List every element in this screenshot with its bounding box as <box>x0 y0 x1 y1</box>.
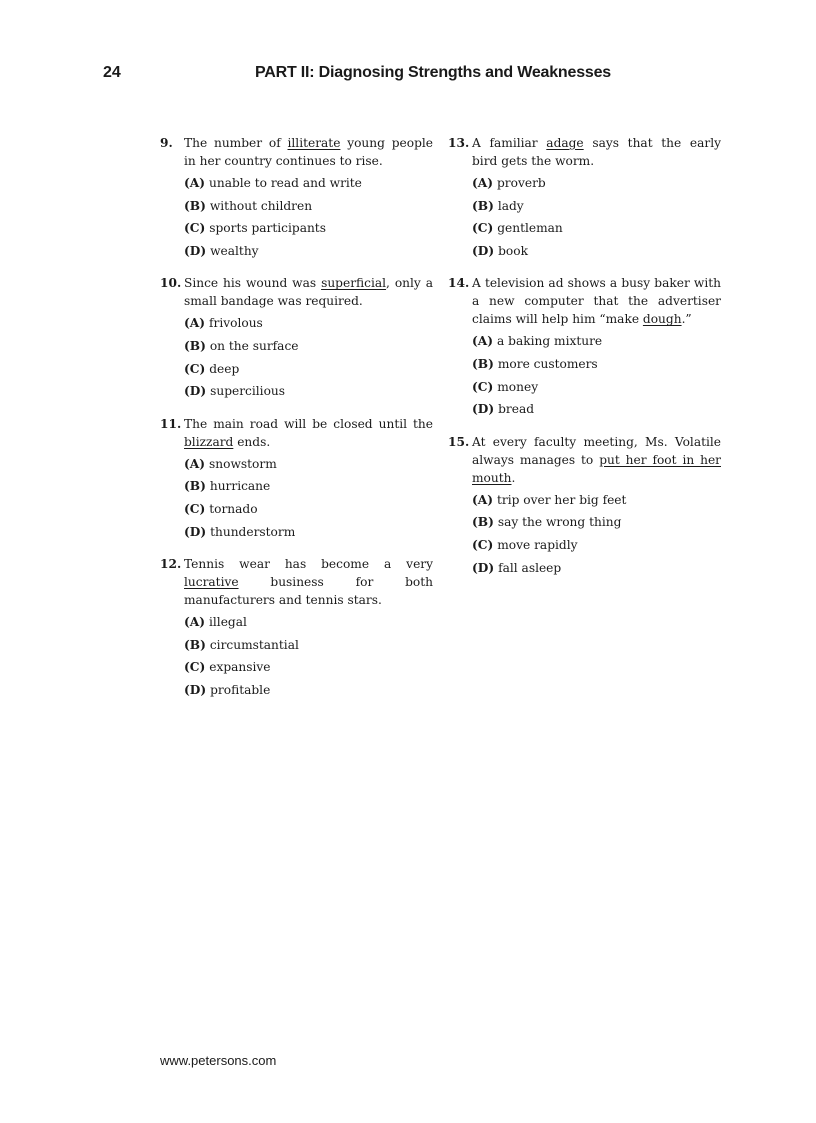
option-label: (D) <box>184 682 207 697</box>
right-column <box>448 134 721 591</box>
option-text: frivolous <box>209 316 263 331</box>
page-header-title: PART II: Diagnosing Strengths and Weaknesses <box>254 64 611 81</box>
stem-text: says that the early bird gets the worm. <box>472 136 721 168</box>
option-label: (D) <box>184 524 207 539</box>
option-label: (D) <box>184 243 207 258</box>
option-label: (C) <box>472 379 494 394</box>
question-13 <box>448 134 721 264</box>
option-text: lady <box>497 198 524 213</box>
question-number: 10. <box>160 276 182 291</box>
answer-option-b <box>472 197 721 220</box>
answer-option-b <box>184 636 433 659</box>
answer-option-b <box>184 477 433 500</box>
option-text: move rapidly <box>497 537 578 552</box>
question-number: 9. <box>160 136 173 150</box>
option-text: say the wrong thing <box>497 515 622 530</box>
stem-text: ends. <box>233 434 271 449</box>
underlined-term: adage <box>546 136 584 150</box>
option-text: gentleman <box>497 221 563 236</box>
left-column <box>160 134 433 714</box>
option-text: illegal <box>209 615 247 630</box>
option-text: trip over her big feet <box>497 492 627 507</box>
option-label: (A) <box>184 615 205 630</box>
option-label: (A) <box>184 316 205 331</box>
question-stem <box>472 134 721 170</box>
stem-text: . <box>511 470 516 485</box>
option-label: (A) <box>472 176 493 190</box>
answer-option-d <box>184 523 433 546</box>
option-label: (C) <box>184 361 206 376</box>
option-text: sports participants <box>209 221 326 236</box>
answer-option-c <box>184 500 433 523</box>
question-15 <box>448 433 721 581</box>
answer-option-b <box>184 337 433 360</box>
option-text: profitable <box>210 682 271 697</box>
answer-option-a <box>184 174 433 197</box>
option-text: bread <box>498 402 535 417</box>
question-stem <box>184 274 433 310</box>
question-12 <box>160 555 433 703</box>
stem-text: , only a small bandage was required. <box>184 276 434 309</box>
option-text: thunderstorm <box>210 524 296 539</box>
question-stem <box>184 555 433 609</box>
question-11 <box>160 415 433 545</box>
option-label: (B) <box>184 198 206 213</box>
answer-option-c <box>472 219 721 242</box>
option-text: snowstorm <box>209 456 277 471</box>
option-label: (C) <box>184 501 206 516</box>
answer-option-d <box>472 400 721 423</box>
option-label: (A) <box>184 456 205 471</box>
answer-option-d <box>184 382 433 405</box>
answer-option-a <box>184 314 433 337</box>
stem-text: Since his wound was <box>184 276 322 291</box>
question-number: 14. <box>448 276 470 291</box>
option-label: (B) <box>184 338 206 353</box>
stem-text: young people in her country continues to rise. <box>184 136 433 168</box>
stem-text: At every faculty meeting, Ms. Volatile always manages to <box>472 434 721 467</box>
question-9 <box>160 134 433 264</box>
option-label: (C) <box>472 537 494 552</box>
underlined-term: dough <box>642 312 682 327</box>
page-number: 24 <box>103 64 121 81</box>
answer-option-d <box>472 559 721 582</box>
stem-text: business for both manufacturers and tennis stars. <box>184 575 433 608</box>
option-label: (D) <box>472 402 495 417</box>
answer-option-d <box>184 242 433 265</box>
stem-text: Tennis wear has become a very <box>184 557 433 572</box>
question-stem <box>472 274 721 328</box>
question-stem <box>184 134 433 170</box>
option-label: (A) <box>472 492 493 507</box>
option-label: (B) <box>472 198 494 213</box>
option-text: hurricane <box>209 479 271 494</box>
question-stem <box>184 415 433 451</box>
option-label: (B) <box>184 479 206 494</box>
option-text: supercilious <box>210 384 286 399</box>
question-stem <box>472 433 721 487</box>
answer-option-c <box>184 658 433 681</box>
option-text: expansive <box>209 660 271 675</box>
answer-option-c <box>184 360 433 383</box>
question-14 <box>448 274 721 422</box>
answer-option-d <box>184 681 433 704</box>
option-label: (B) <box>184 637 206 652</box>
answer-option-c <box>184 219 433 242</box>
answer-option-d <box>472 242 721 265</box>
stem-text: The main road will be closed until the <box>184 416 433 431</box>
option-label: (A) <box>472 334 493 349</box>
underlined-term: put her foot in her mouth <box>472 452 721 485</box>
option-text: book <box>498 243 528 258</box>
answer-option-a <box>472 491 721 514</box>
question-number: 11. <box>160 416 182 431</box>
stem-text: The number of <box>184 136 288 150</box>
option-text: fall asleep <box>498 560 562 575</box>
underlined-term: superficial <box>321 276 387 291</box>
option-label: (C) <box>472 221 494 236</box>
answer-option-a <box>184 613 433 636</box>
option-label: (D) <box>472 243 495 258</box>
option-text: wealthy <box>210 243 259 258</box>
option-label: (A) <box>184 176 205 190</box>
option-label: (C) <box>184 660 206 675</box>
option-text: unable to read and write <box>209 176 362 190</box>
footer-url: www.petersons.com <box>160 1053 277 1068</box>
underlined-term: blizzard <box>184 434 234 449</box>
option-text: circumstantial <box>209 637 299 652</box>
option-text: proverb <box>497 176 546 190</box>
question-number: 13. <box>448 136 470 150</box>
option-label: (B) <box>472 515 494 530</box>
option-text: without children <box>209 198 313 213</box>
option-text: more customers <box>497 356 598 371</box>
answer-option-b <box>472 355 721 378</box>
option-label: (D) <box>184 384 207 399</box>
option-label: (B) <box>472 356 494 371</box>
answer-option-a <box>184 455 433 478</box>
question-number: 12. <box>160 557 182 572</box>
answer-option-a <box>472 332 721 355</box>
answer-option-c <box>472 378 721 401</box>
option-label: (C) <box>184 221 206 236</box>
option-label: (D) <box>472 560 495 575</box>
underlined-term: illiterate <box>287 136 341 150</box>
question-number: 15. <box>448 434 470 449</box>
option-text: money <box>497 379 539 394</box>
option-text: tornado <box>209 501 258 516</box>
answer-option-a <box>472 174 721 197</box>
stem-text: A television ad shows a busy baker with a new computer that the advertiser claims will help him “make <box>472 276 721 327</box>
question-10 <box>160 274 433 404</box>
answer-option-c <box>472 536 721 559</box>
answer-option-b <box>184 197 433 220</box>
answer-option-b <box>472 513 721 536</box>
option-text: deep <box>209 361 240 376</box>
option-text: on the surface <box>209 338 299 353</box>
stem-text: .” <box>681 312 692 327</box>
stem-text: A familiar <box>472 136 547 150</box>
option-text: a baking mixture <box>497 334 603 349</box>
underlined-term: lucrative <box>184 575 239 590</box>
